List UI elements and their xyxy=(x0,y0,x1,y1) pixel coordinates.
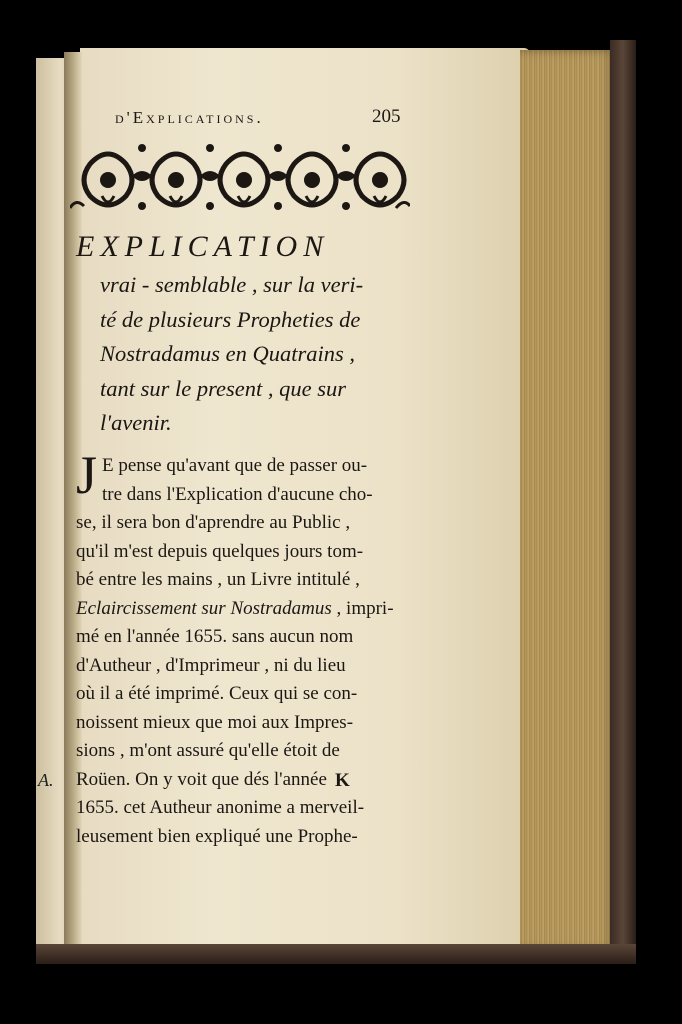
body-line xyxy=(76,823,416,852)
page-block-edge xyxy=(520,50,616,950)
book-cover-edge xyxy=(610,40,636,960)
body-line xyxy=(76,623,416,652)
body-line-text: bé entre les mains , un Livre intitulé , xyxy=(76,569,360,590)
running-head: d'Explications. xyxy=(115,108,264,127)
page-number: 205 xyxy=(372,106,401,127)
signature-mark: K xyxy=(335,770,350,791)
ornament-motif xyxy=(356,154,404,205)
drop-cap: J xyxy=(76,445,98,505)
body-line xyxy=(76,680,416,709)
ornament-motif xyxy=(152,154,200,205)
decorative-ornament-band xyxy=(70,140,410,218)
body-line xyxy=(76,595,416,624)
body-text xyxy=(76,452,416,851)
body-line-text: leusement bien expliqué une Prophe- xyxy=(76,825,358,847)
ornament-motif xyxy=(220,154,268,205)
subtitle-line: l'avenir. xyxy=(100,410,172,436)
body-line xyxy=(76,538,416,567)
body-line-text: où il a été imprimé. Ceux qui se con- xyxy=(76,683,358,704)
ornament-motif xyxy=(288,154,336,205)
body-line-text: Roüen. On y voit que dés l'année xyxy=(76,768,327,790)
body-line-text: mé en l'année 1655. sans aucun nom xyxy=(76,626,354,647)
subtitle-line: tant sur le present , que sur xyxy=(100,375,347,401)
book-title-italic: Eclaircissement sur Nostradamus xyxy=(76,597,332,619)
subtitle-line: vrai - semblable , sur la veri- xyxy=(100,272,364,297)
body-line-text: qu'il m'est depuis quelques jours tom- xyxy=(76,540,364,562)
body-line-text: E pense qu'avant que de passer ou- xyxy=(102,455,368,476)
body-line xyxy=(76,509,416,538)
body-line-text: 1655. cet Autheur anonime a merveil- xyxy=(76,797,365,818)
body-line xyxy=(76,481,416,510)
body-line xyxy=(76,794,416,823)
body-line xyxy=(76,737,416,766)
body-line-text: d'Autheur , d'Imprimeur , ni du lieu xyxy=(76,654,346,676)
book-bottom-board xyxy=(36,944,636,964)
body-line xyxy=(76,652,416,681)
subtitle-line: té de plusieurs Propheties de xyxy=(100,306,361,332)
section-subtitle xyxy=(100,268,420,441)
body-line-text: tre dans l'Explication d'aucune cho- xyxy=(102,483,373,505)
body-line xyxy=(76,566,416,595)
section-title: EXPLICATION xyxy=(76,230,330,263)
body-line xyxy=(76,766,416,795)
body-line-text: se, il sera bon d'aprendre au Public , xyxy=(76,512,351,533)
ornament-motif xyxy=(84,154,132,205)
left-page-fragment: A. xyxy=(38,770,54,790)
body-line-text: sions , m'ont assuré qu'elle étoit de xyxy=(76,740,340,761)
body-line-text: , impri- xyxy=(331,597,394,619)
body-line xyxy=(76,452,416,481)
body-line xyxy=(76,709,416,738)
subtitle-line: Nostradamus en Quatrains , xyxy=(100,341,356,367)
body-line-text: noissent mieux que moi aux Impres- xyxy=(76,711,354,733)
